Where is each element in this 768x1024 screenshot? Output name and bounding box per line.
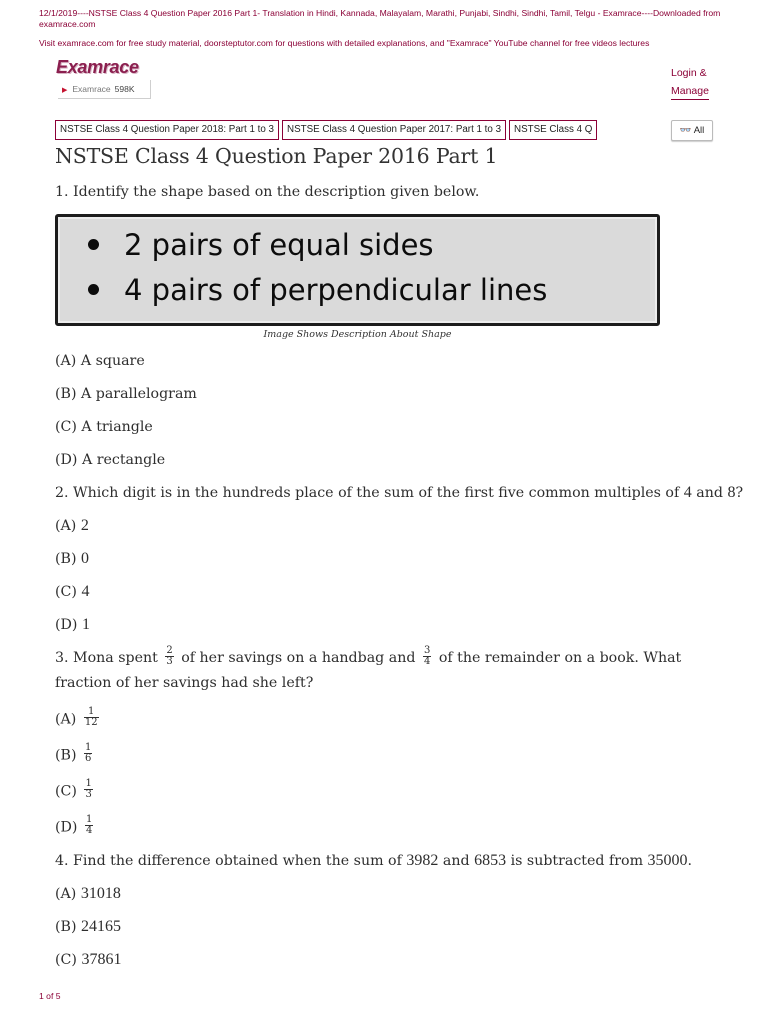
promo-line[interactable]: Visit examrace.com for free study material, doorsteptutor.com for questions with detailed explanations, and "Examrace" YouTube channel for free videos lectures: [39, 38, 650, 48]
image-bullet-2: [88, 273, 547, 307]
youtube-channel-label: Examrace: [72, 84, 111, 94]
q3-option-a: (A) $\frac{1}{12}$: [55, 706, 98, 728]
question-1-text: 1. Identify the shape based on the description given below.: [55, 184, 480, 200]
print-header: 12/1/2019----NSTSE Class 4 Question Paper 2016 Part 1- Translation in Hindi, Kannada, Malayalam, Marathi, Punjabi, Sindhi, Sindhi, Tamil, Telgu - Examrace----Downloaded from examrace.com: [39, 8, 721, 29]
page-title: NSTSE Class 4 Question Paper 2016 Part 1: [55, 144, 498, 168]
page-counter: 1 of 5: [39, 991, 61, 1001]
q4-option-b: (B) 24165: [55, 918, 122, 935]
question-2-text: 2. Which digit is in the hundreds place of the sum of the first five common multiples of 4 and 8?: [55, 484, 744, 501]
related-link-2018[interactable]: NSTSE Class 4 Question Paper 2018: Part 1 to 3: [55, 120, 279, 140]
image-bullet-1: [88, 228, 434, 262]
bullet-icon: [88, 239, 99, 250]
fraction-two-thirds: $\frac{2}{3}$: [166, 644, 173, 667]
shape-description-image: [55, 214, 660, 326]
fraction-three-quarters: $\frac{3}{4}$: [423, 644, 431, 667]
glasses-icon: 👓: [679, 125, 692, 136]
login-manage-link[interactable]: [671, 64, 717, 100]
related-links-bar: [55, 120, 670, 140]
all-links-button[interactable]: [671, 120, 713, 141]
image-caption: Image Shows Description About Shape: [263, 329, 452, 340]
q1-option-b: (B) A parallelogram: [55, 386, 197, 402]
q3-option-b: (B) $\frac{1}{6}$: [55, 742, 92, 764]
q1-option-d: (D) A rectangle: [55, 452, 166, 468]
login-label[interactable]: Login &: [671, 67, 707, 79]
q3-option-c: (C) $\frac{1}{3}$: [55, 778, 92, 800]
related-link-2016[interactable]: NSTSE Class 4 Q: [509, 120, 597, 140]
q2-option-c: (C) 4: [55, 583, 90, 600]
q2-option-b: (B) 0: [55, 550, 90, 567]
image-line-2: 4 pairs of perpendicular lines: [124, 273, 548, 307]
image-line-1: 2 pairs of equal sides: [124, 228, 434, 262]
play-icon: ▶: [62, 87, 68, 94]
site-logo[interactable]: Examrace: [56, 57, 139, 77]
all-button-label: All: [693, 125, 705, 136]
q4-option-a: (A) 31018: [55, 885, 121, 902]
q4-option-c: (C) 37861: [55, 951, 122, 968]
question-3-text: 3. Mona spent $\frac{2}{3}$ of her savings on a handbag and $\frac{3}{4}$ of the remainder on a book. What fraction of her savings had she left?: [55, 644, 682, 691]
q2-option-a: (A) 2: [55, 517, 89, 534]
q3-option-d: (D) $\frac{1}{4}$: [55, 814, 93, 836]
subscriber-count: 598K: [114, 84, 135, 94]
q1-option-a: (A) A square: [55, 353, 145, 369]
youtube-subscribe-button[interactable]: [58, 80, 151, 99]
question-4-text: 4. Find the difference obtained when the sum of 3982 and 6853 is subtracted from 35000.: [55, 852, 693, 869]
related-link-2017[interactable]: NSTSE Class 4 Question Paper 2017: Part 1 to 3: [282, 120, 506, 140]
manage-label[interactable]: Manage: [671, 84, 709, 100]
q2-option-d: (D) 1: [55, 616, 90, 633]
q1-option-c: (C) A triangle: [55, 419, 153, 435]
bullet-icon: [88, 284, 99, 295]
